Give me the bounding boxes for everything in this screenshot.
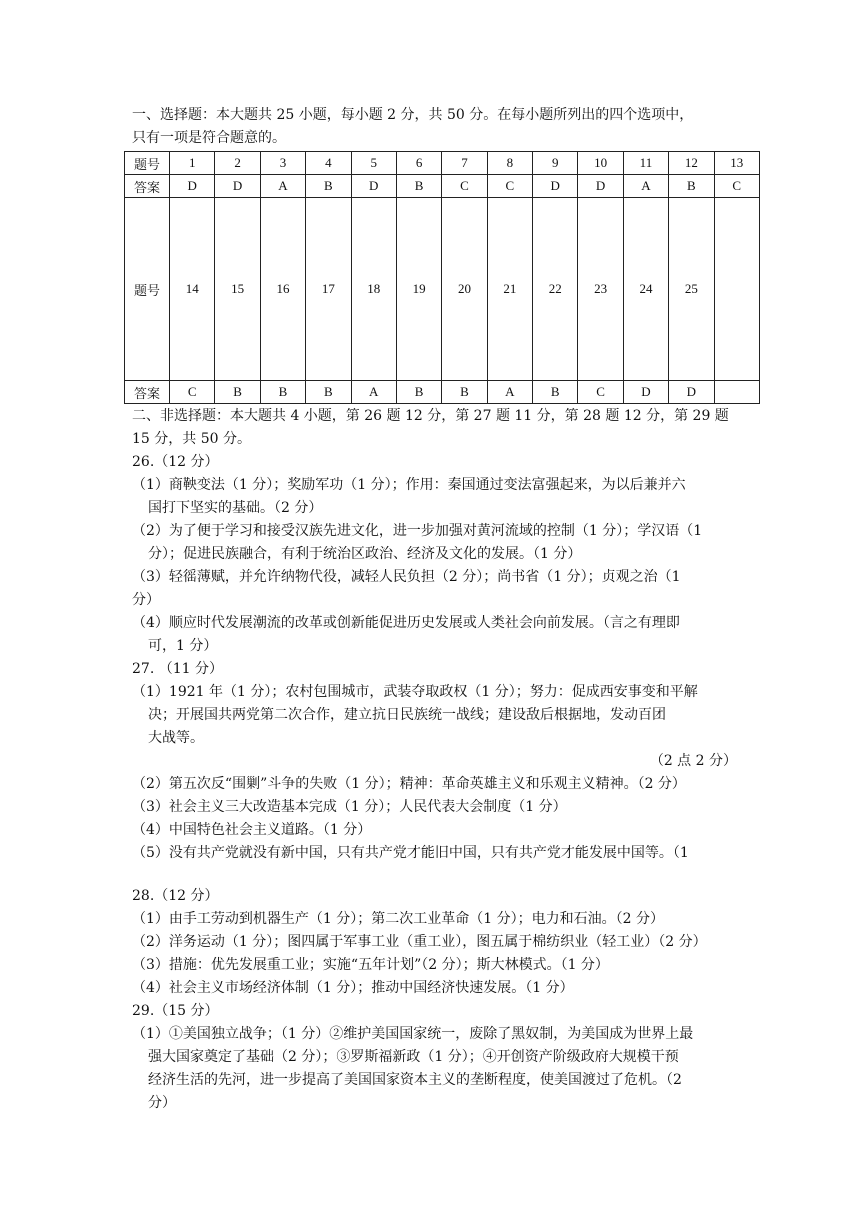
question-number-cell: 13 [714,152,760,175]
q26-line: （4）顺应时代发展潮流的改革或创新能促进历史发展或人类社会向前发展。（言之有理即 [132,615,680,631]
table-label-question: 题号 [125,198,170,381]
question-number-cell: 21 [487,198,532,381]
answer-cell: D [533,175,578,198]
q26-line: （2）为了便于学习和接受汉族先进文化，进一步加强对黄河流域的控制（1 分）；学汉语（1 [132,523,703,539]
answer-cell: B [533,381,578,404]
q26-title: 26.（12 分） [132,454,219,470]
q29-line: 经济生活的先河，进一步提高了美国国家资本主义的垄断程度，使美国渡过了危机。（2 [148,1072,682,1088]
section2-heading-cont: 15 分，共 50 分。 [132,431,251,447]
q26-line: 国打下坚实的基础。（2 分） [148,500,323,516]
question-number-cell: 23 [578,198,623,381]
q26-line: 可，1 分） [148,638,218,654]
q28-line: （2）洋务运动（1 分）；图四属于军事工业（重工业），图五属于棉纺织业（轻工业）（2 分） [132,934,707,950]
question-number-cell: 12 [669,152,714,175]
answer-cell: C [170,381,215,404]
answer-cell: B [260,381,305,404]
section1-heading-cont: 只有一项是符合题意的。 [132,130,286,146]
empty-cell [714,198,760,381]
section1-heading: 一、选择题：本大题共 25 小题，每小题 2 分，共 50 分。在每小题所列出的四个选项中， [132,107,694,123]
question-number-cell: 16 [260,198,305,381]
question-number-cell: 17 [306,198,351,381]
q27-score-note: （2 点 2 分） [649,753,737,769]
answer-cell: A [351,381,396,404]
answer-cell: B [396,381,441,404]
q27-line: 决；开展国共两党第二次合作，建立抗日民族统一战线；建设敌后根据地，发动百团 [148,707,666,723]
multiple-choice-answer-table [124,151,760,404]
answer-cell: A [487,381,532,404]
q27-line: （4）中国特色社会主义道路。（1 分） [132,822,372,838]
q28-line: （4）社会主义市场经济体制（1 分）；推动中国经济快速发展。（1 分） [132,980,574,996]
question-number-cell: 2 [215,152,260,175]
answer-cell: B [442,381,487,404]
answer-cell: C [578,381,623,404]
table-label-answer: 答案 [125,381,170,404]
q27-title: 27. （11 分） [132,661,223,677]
question-number-cell: 6 [396,152,441,175]
q27-line: 大战等。 [148,730,204,746]
question-number-cell: 15 [215,198,260,381]
question-number-cell: 8 [487,152,532,175]
table-label-question: 题号 [125,152,170,175]
question-number-cell: 5 [351,152,396,175]
q26-line: （1）商鞅变法（1 分）；奖励军功（1 分）；作用：秦国通过变法富强起来，为以后兼并六 [132,477,686,493]
q29-title: 29.（15 分） [132,1003,219,1019]
q26-line: 分） [132,592,160,608]
question-number-cell: 9 [533,152,578,175]
table-row-answers-2 [125,381,760,404]
question-number-cell: 4 [306,152,351,175]
question-number-cell: 14 [170,198,215,381]
table-label-answer: 答案 [125,175,170,198]
question-number-cell: 11 [623,152,668,175]
question-number-cell: 22 [533,198,578,381]
answer-cell: B [669,175,714,198]
table-row-answers-1 [125,175,760,198]
q28-title: 28.（12 分） [132,888,219,904]
question-number-cell: 18 [351,198,396,381]
table-row-question-numbers-1 [125,152,760,175]
answer-cell: B [306,381,351,404]
answer-cell: B [396,175,441,198]
question-number-cell: 19 [396,198,441,381]
q27-line: （5）没有共产党就没有新中国，只有共产党才能旧中国，只有共产党才能发展中国等。（1 [132,845,689,861]
table-row-question-numbers-2 [125,198,760,381]
answer-cell: C [714,175,760,198]
q26-line: 分）；促进民族融合，有利于统治区政治、经济及文化的发展。（1 分） [148,546,582,562]
answer-cell: D [170,175,215,198]
q27-line: （2）第五次反“围剿”斗争的失败（1 分）；精神：革命英雄主义和乐观主义精神。（2 分） [132,776,686,792]
answer-cell: B [215,381,260,404]
question-number-cell: 20 [442,198,487,381]
q27-line: （3）社会主义三大改造基本完成（1 分）；人民代表大会制度（1 分） [132,799,567,815]
section2-heading: 二、非选择题：本大题共 4 小题，第 26 题 12 分，第 27 题 11 分，第 28 题 12 分，第 29 题 [132,408,729,424]
empty-cell [714,381,760,404]
answer-cell: B [306,175,351,198]
question-number-cell: 7 [442,152,487,175]
question-number-cell: 25 [669,198,714,381]
q28-line: （3）措施：优先发展重工业；实施“五年计划”（2 分）；斯大林模式。（1 分） [132,957,609,973]
answer-cell: D [578,175,623,198]
answer-cell: D [623,381,668,404]
answer-cell: C [442,175,487,198]
answer-cell: D [669,381,714,404]
q26-line: （3）轻徭薄赋，并允许纳物代役，减轻人民负担（2 分）；尚书省（1 分）；贞观之治（1 [132,569,681,585]
answer-cell: C [487,175,532,198]
question-number-cell: 24 [623,198,668,381]
q29-line: 强大国家奠定了基础（2 分）；③罗斯福新政（1 分）；④开创资产阶级政府大规模干预 [148,1049,679,1065]
answer-cell: A [260,175,305,198]
q29-line: （1）①美国独立战争；（1 分）②维护美国国家统一，废除了黑奴制，为美国成为世界上最 [132,1026,694,1042]
question-number-cell: 3 [260,152,305,175]
question-number-cell: 10 [578,152,623,175]
q28-line: （1）由手工劳动到机器生产（1 分）；第二次工业革命（1 分）；电力和石油。（2 分） [132,911,664,927]
answer-cell: D [215,175,260,198]
answer-cell: A [623,175,668,198]
q29-line: 分） [148,1095,176,1111]
question-number-cell: 1 [170,152,215,175]
q27-line: （1）1921 年（1 分）；农村包围城市，武装夺取政权（1 分）；努力：促成西安事变和平解 [132,684,698,700]
answer-cell: D [351,175,396,198]
